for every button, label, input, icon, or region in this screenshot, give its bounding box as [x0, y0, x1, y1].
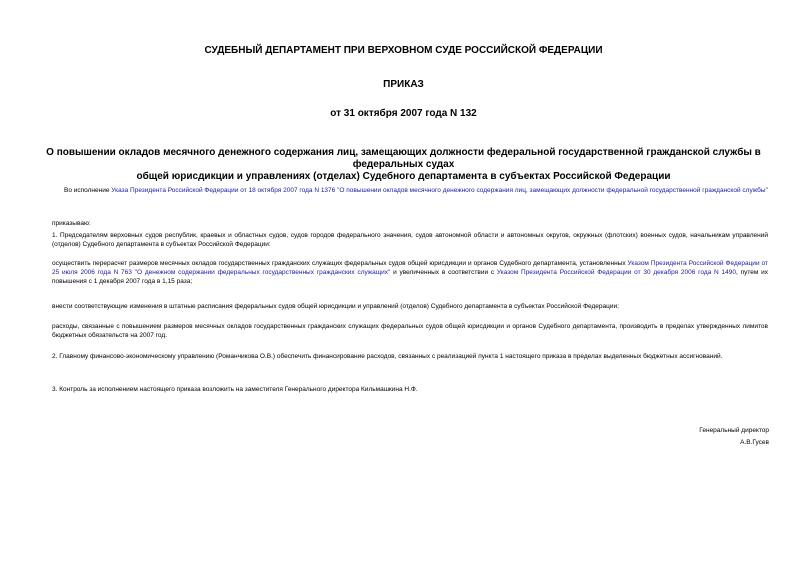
paragraph-staff-changes: внести соответствующие изменения в штатные расписания федеральных судов общей юрисдикции и управлений (отделов) Судебного департамента в субъектах Российской Федерации; — [52, 303, 619, 310]
decree-1490-link[interactable]: Указом Президента Российской Федерации от 30 декабря 2006 года N 1490 — [496, 269, 736, 276]
recalculation-text-1: осуществить перерасчет размеров месячных окладов государственных гражданских служащих федеральных судов общей юрисдикции и органов Судебного департамента, установленных — [52, 260, 628, 267]
paragraph-item-3: 3. Контроль за исполнением настоящего приказа возложить на заместителя Генерального директора Кильмашкина Н.Ф. — [52, 386, 418, 393]
paragraph-expenses: расходы, связанные с повышением размеров месячных окладов государственных гражданских служащих федеральных судов общей юрисдикции и органов Судебного департамента, производить в пределах утвержденных лимитов бюджетных обязательств на 2007 год. — [52, 323, 768, 339]
decree-763-link[interactable]: Указом Президента Российской Федерации от 25 июля 2006 года N 763 "О денежном содержании федеральных государственных гражданских служащих" — [52, 260, 768, 276]
document-title-line-2: общей юрисдикции и управлениях (отделах) Судебного департамента в субъектах Российской Федерации — [136, 171, 671, 182]
organization-header: СУДЕБНЫЙ ДЕПАРТАМЕНТ ПРИ ВЕРХОВНОМ СУДЕ РОССИЙСКОЙ ФЕДЕРАЦИИ — [204, 45, 603, 56]
signatory-position: Генеральный директор — [699, 427, 769, 434]
recalculation-text-3: , путем их повышения с 1 декабря 2007 года в 1,15 раза; — [52, 269, 768, 285]
document-type: ПРИКАЗ — [383, 79, 424, 90]
document-date: от 31 октября 2007 года N 132 — [330, 108, 477, 119]
signature-block — [569, 425, 769, 449]
paragraph-order: приказываю: — [52, 220, 91, 227]
decree-1376-link[interactable]: Указа Президента Российской Федерации от 18 октября 2007 года N 1376 "О повышении окладов месячного денежного содержания лиц, замещающих должности федеральной государственной гражданской службы" — [111, 187, 768, 194]
paragraph-item-1: 1. Председателям верховных судов республик, краевых и областных судов, судов городов федерального значения, судов автономной области и автономных округов, окружных (флотских) военных судов, начальникам управлений (отделов) Судебного департамента в субъектах Российской Федерации: — [52, 232, 768, 248]
paragraph-basis-text: Во исполнение — [64, 187, 112, 194]
paragraph-recalculation — [52, 259, 768, 286]
paragraph-item-2: 2. Главному финансово-экономическому управлению (Романчикова О.В.) обеспечить финансирование расходов, связанных с реализацией пункта 1 настоящего приказа в пределах выделенных бюджетных ассигнований. — [52, 353, 723, 360]
recalculation-text-2: и увеличенных в соответствии с — [390, 269, 497, 276]
document-title-line-1: О повышении окладов месячного денежного содержания лиц, замещающих должности федеральной государственной гражданской службы в федеральных судах — [46, 147, 761, 170]
document-title — [35, 147, 772, 183]
signatory-name: А.В.Гусев — [740, 439, 769, 446]
paragraph-basis — [64, 186, 768, 195]
